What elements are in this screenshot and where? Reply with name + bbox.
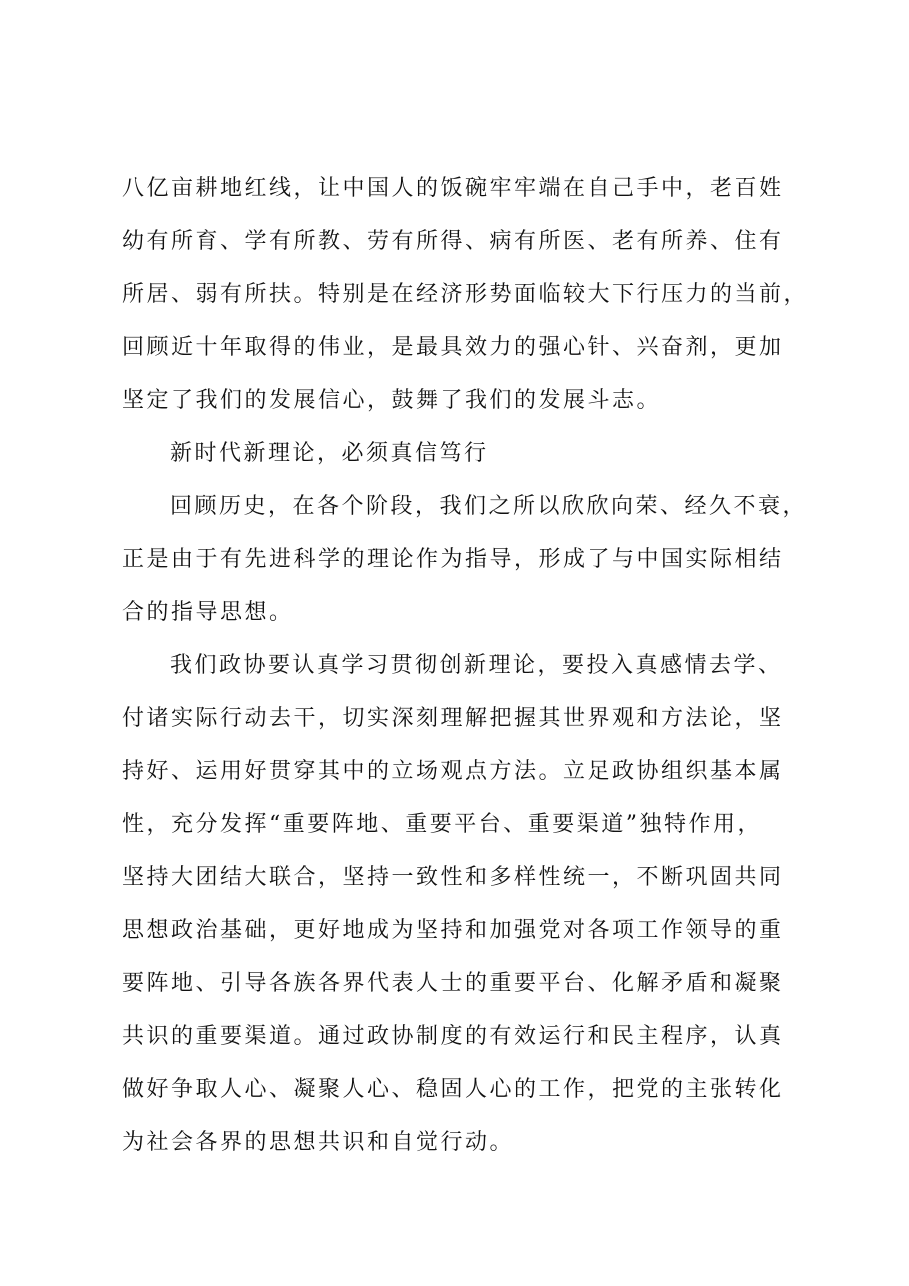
text-line: 做好争取人心、凝聚人心、稳固人心的工作，把党的主张转化 [122,1077,784,1102]
text-line: 回顾近十年取得的伟业，是最具效力的强心针、兴奋剂，更加 [122,335,784,360]
text-line: 我们政协要认真学习贯彻创新理论，要投入真感情去学、 [170,653,783,678]
text-line: 共识的重要渠道。通过政协制度的有效运行和民主程序，认真 [122,1024,784,1049]
text-line: 坚持大团结大联合，坚持一致性和多样性统一，不断巩固共同 [122,865,784,890]
section-heading: 新时代新理论，必须真信笃行 [170,441,489,466]
text-line: 持好、运用好贯穿其中的立场观点方法。立足政协组织基本属 [122,759,784,784]
body-text [122,162,809,1169]
text-line: 付诸实际行动去干，切实深刻理解把握其世界观和方法论，坚 [122,706,784,731]
text-line: 回顾历史，在各个阶段，我们之所以欣欣向荣、经久不衰， [170,494,808,519]
text-line: 八亿亩耕地红线，让中国人的饭碗牢牢端在自己手中，老百姓 [122,176,784,201]
text-line: 幼有所育、学有所教、劳有所得、病有所医、老有所养、住有 [122,229,784,254]
text-line: 坚定了我们的发展信心，鼓舞了我们的发展斗志。 [122,388,662,413]
text-line: 要阵地、引导各族各界代表人士的重要平台、化解矛盾和凝聚 [122,971,784,996]
text-line: 合的指导思想。 [122,600,294,625]
text-line: 性，充分发挥“重要阵地、重要平台、重要渠道”独特作用， [122,812,762,837]
text-line: 所居、弱有所扶。特别是在经济形势面临较大下行压力的当前， [122,282,809,307]
text-line: 思想政治基础，更好地成为坚持和加强党对各项工作领导的重 [122,918,784,943]
text-line: 正是由于有先进科学的理论作为指导，形成了与中国实际相结 [122,547,784,572]
text-line: 为社会各界的思想共识和自觉行动。 [122,1130,515,1155]
